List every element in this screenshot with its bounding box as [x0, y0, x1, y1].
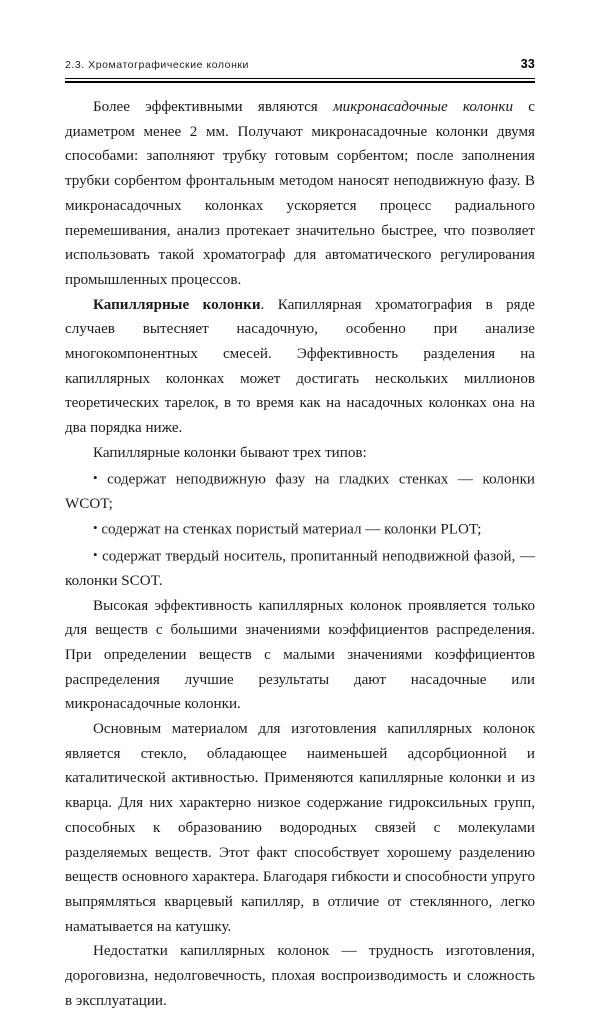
paragraph-drawbacks: Недостатки капиллярных колонок — трудность изготовления, дороговизна, недолговечность, плохая воспроизводимость и сложность в эксплуатации. — [65, 943, 535, 1009]
paragraph-1-lead: Более эффективными являются — [93, 99, 334, 115]
header-double-rule — [65, 78, 535, 83]
list-item — [65, 516, 535, 542]
bullet-icon: • — [93, 520, 98, 536]
page-number: 33 — [520, 57, 535, 71]
header-rule-thick — [65, 81, 535, 83]
bullet-icon: • — [93, 469, 98, 485]
paragraph-high-efficiency: Высокая эффективность капиллярных колонок проявляется только для веществ с большими значениями коэффициентов распределения. При определении веществ с малыми значениями коэффициентов распределения лучшие результаты дают насадочные или микронасадочные колонки. — [65, 597, 535, 713]
run-in-heading-capillary-columns: Капиллярные колонки — [93, 296, 261, 313]
list-item-text: содержат на стенках пористый материал — колонки PLOT; — [101, 521, 482, 538]
running-header-section-title: 2.3. Хроматографические колонки — [65, 59, 249, 71]
body-text-column — [65, 95, 535, 1014]
bullet-icon: • — [93, 546, 98, 562]
paragraph-three-types-intro: Капиллярные колонки бывают трех типов: — [93, 444, 367, 461]
paragraph-capillary-columns — [65, 293, 535, 441]
paragraph-micropacked-columns — [65, 95, 535, 293]
running-header — [65, 57, 535, 71]
list-item — [65, 543, 535, 594]
italic-term-micropacked-columns: микронасадочные колонки — [333, 99, 513, 115]
list-item — [65, 466, 535, 517]
paragraph-1-rest: с диаметром менее 2 мм. Получают микронасадочные колонки двумя способами: заполняют трубку готовым сорбентом; после заполнения трубки сорбентом фронтальным методом наносят неподвижную фазу. В микронасадочных колонках ускоряется процесс радиального перемешивания, анализ протекает значительно быстрее, что позволяет использовать такой хроматограф для автоматического регулирования промышленных процессов. — [65, 99, 535, 288]
paragraph-materials: Основным материалом для изготовления капиллярных колонок является стекло, обладающее наименьшей адсорбционной и каталитической активностью. Применяются капиллярные колонки и из кварца. Для них характерно низкое содержание гидроксильных групп, способных к образованию водородных связей с молекулами разделяемых веществ. Этот факт способствует хорошему разделению веществ основного характера. Благодаря гибкости и способности упруго выпрямляться кварцевый капилляр, в отличие от стеклянного, легко наматывается на катушку. — [65, 721, 535, 935]
list-item-text: содержат твердый носитель, пропитанный неподвижной фазой, — колонки SCOT. — [65, 548, 536, 589]
paragraph-2-rest: . Капиллярная хроматография в ряде случаев вытесняет насадочную, особенно при анализе многокомпонентных смесей. Эффективность разделения на капиллярных колонках может достигать нескольких миллионов теоретических тарелок, в то время как на насадочных колонках она на два порядка ниже. — [65, 296, 536, 437]
list-item-text: содержат неподвижную фазу на гладких стенках — колонки WCOT; — [65, 471, 535, 512]
